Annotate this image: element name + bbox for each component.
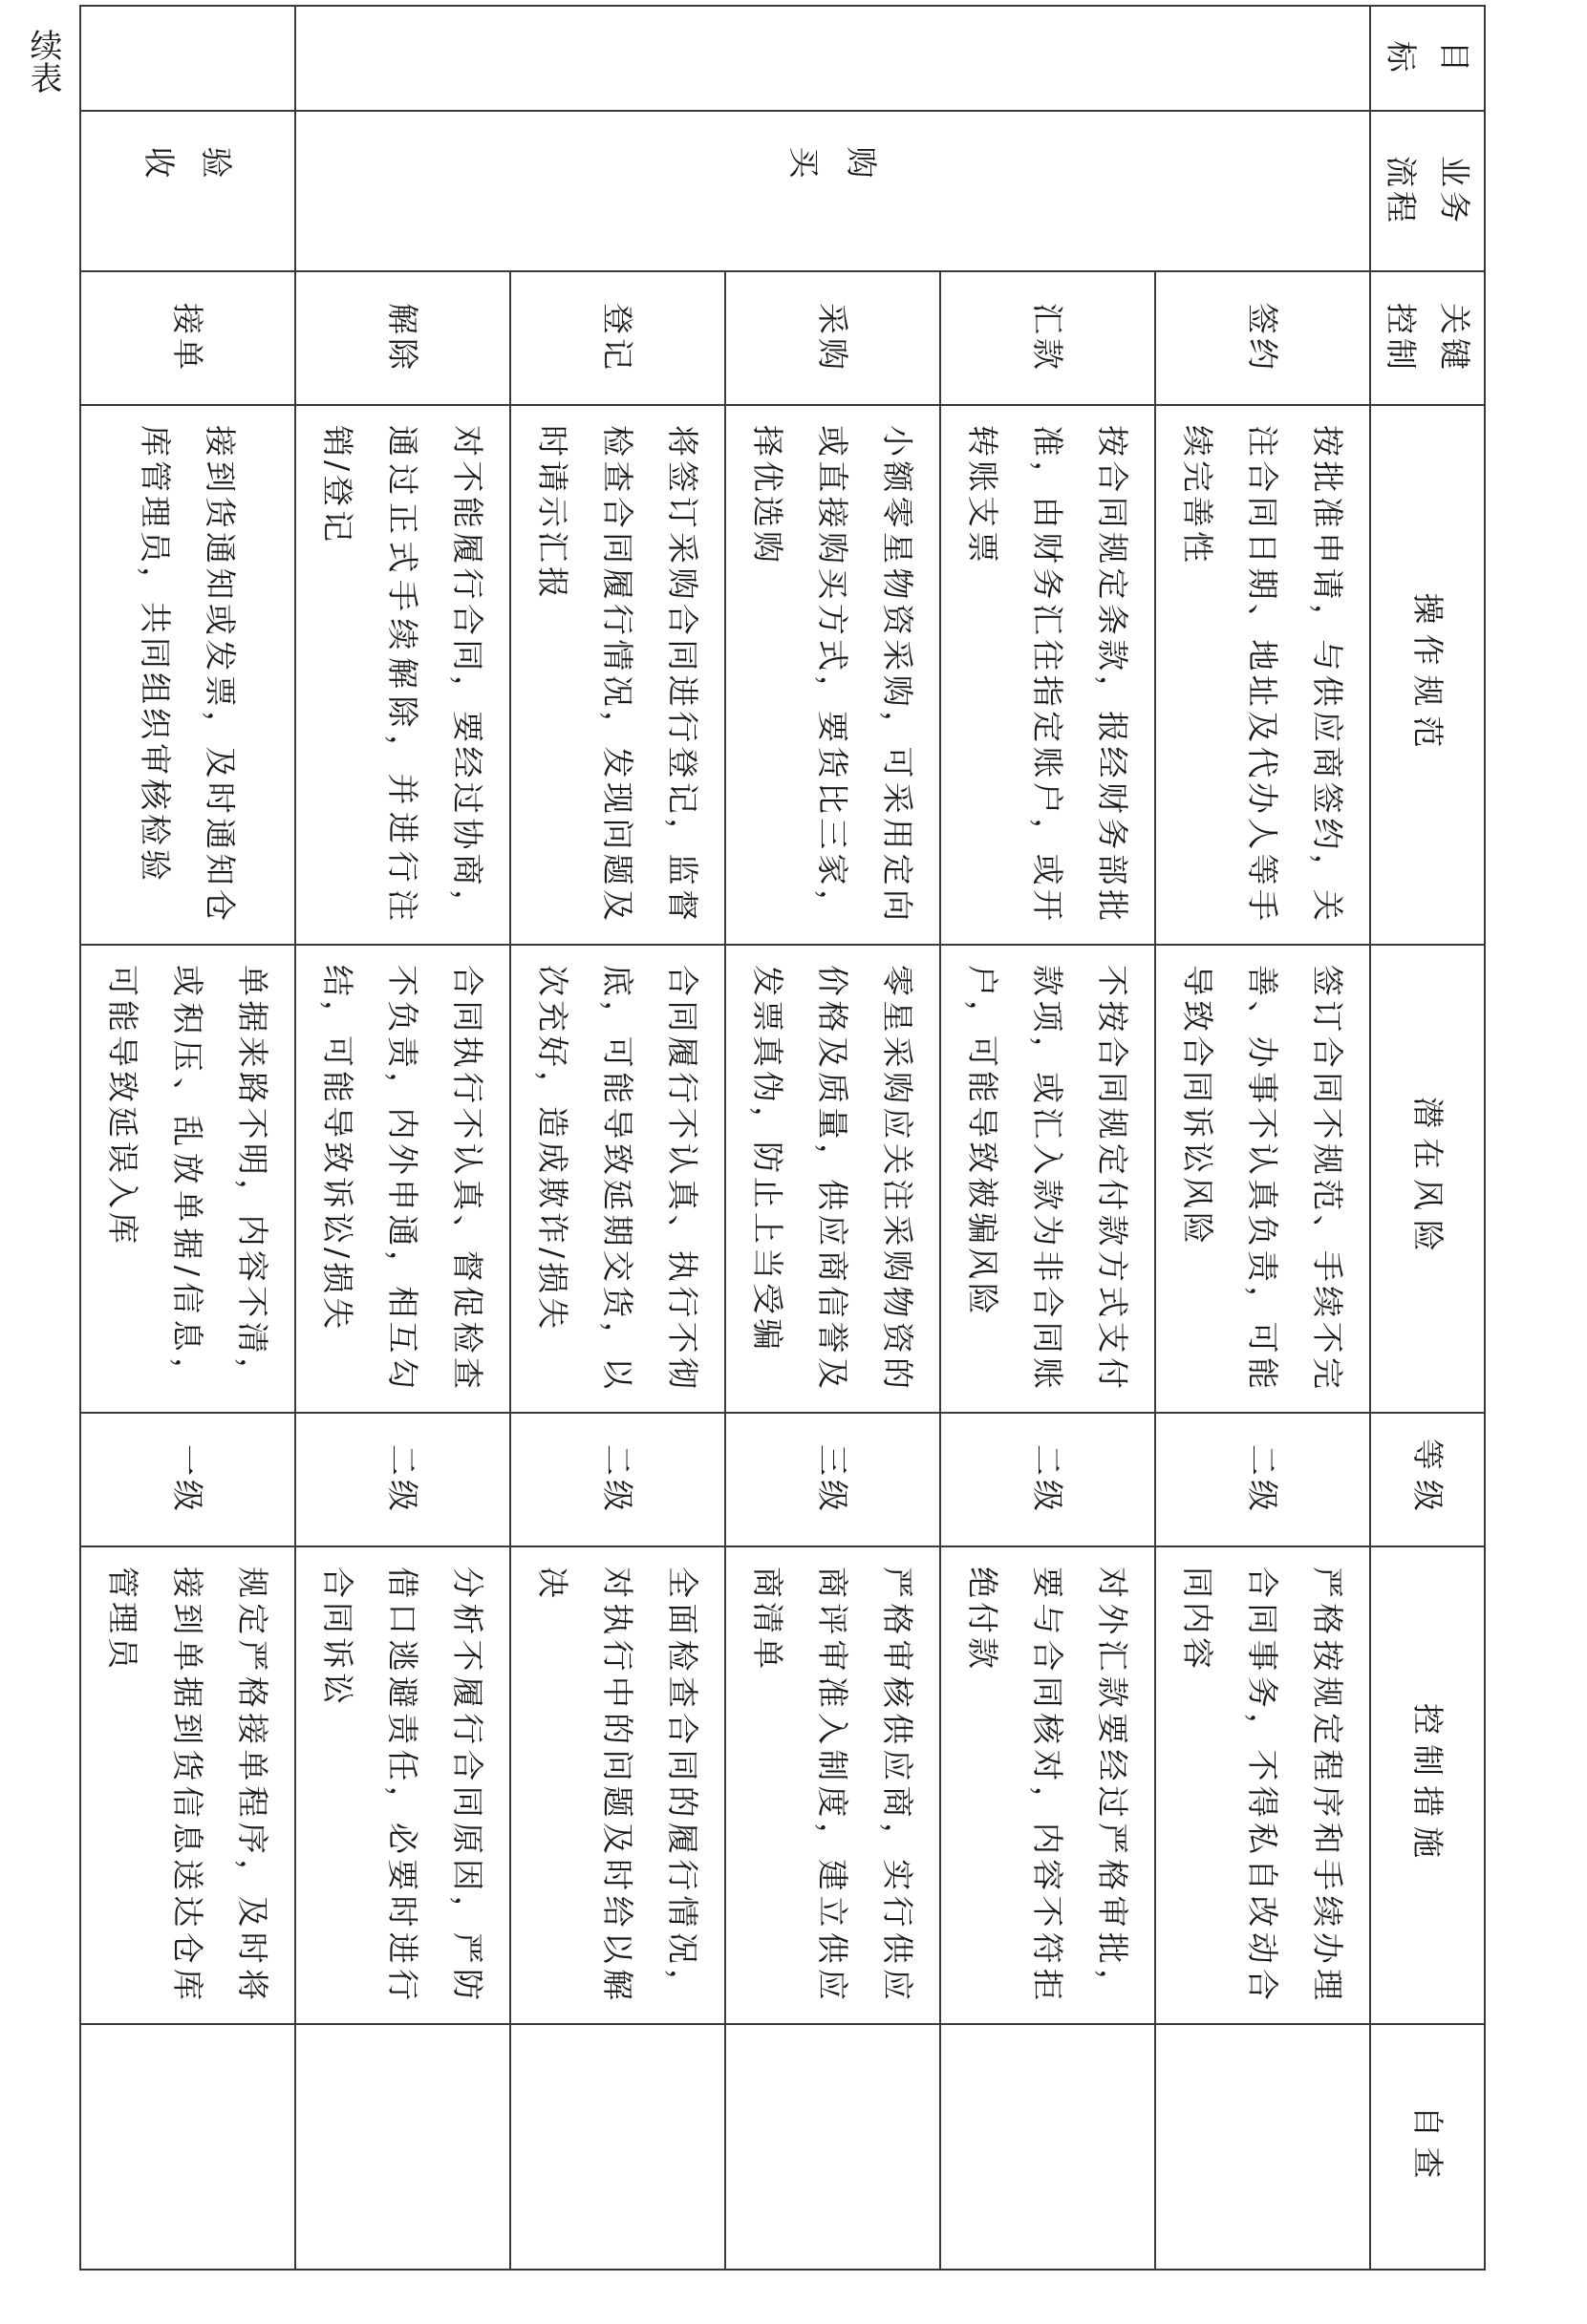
rotated-table-wrapper <box>81 5 1486 2269</box>
operation-cell: 将签订采购合同进行登记，监督检查合同履行情况，发现问题及时请示汇报 <box>510 405 725 945</box>
operation-cell: 接到货通知或发票，及时通知仓库管理员，共同组织审核检验 <box>80 405 295 945</box>
table-row <box>510 6 725 2270</box>
key-control-cell: 签约 <box>1155 271 1370 405</box>
level-cell: 二级 <box>295 1413 510 1546</box>
table-row <box>295 6 510 2270</box>
table-row <box>80 6 295 2270</box>
level-cell: 二级 <box>940 1413 1155 1546</box>
self-check-cell <box>510 2024 725 2270</box>
level-cell: 一级 <box>80 1413 295 1546</box>
header-goal: 目标 <box>1370 6 1485 111</box>
header-self-check: 自查 <box>1370 2024 1485 2270</box>
control-table <box>79 5 1486 2271</box>
level-cell: 二级 <box>510 1413 725 1546</box>
key-control-cell: 采购 <box>725 271 940 405</box>
table-header-row <box>1370 6 1485 2270</box>
header-level: 等级 <box>1370 1413 1485 1546</box>
goal-cell <box>80 6 295 111</box>
risk-cell: 合同执行不认真、督促检查不负责，内外申通，相互勾结，可能导致诉讼/损失 <box>295 945 510 1413</box>
key-control-cell: 解除 <box>295 271 510 405</box>
process-cell: 验收 <box>80 111 295 271</box>
self-check-cell <box>295 2024 510 2270</box>
header-risk: 潜在风险 <box>1370 945 1485 1413</box>
operation-cell: 按批准申请，与供应商签约，关注合同日期、地址及代办人等手续完善性 <box>1155 405 1370 945</box>
level-cell: 二级 <box>1155 1413 1370 1546</box>
page-continued-label: 续表 <box>24 29 62 94</box>
risk-cell: 单据来路不明，内容不清，或积压、乱放单据/信息，可能导致延误入库 <box>80 945 295 1413</box>
process-cell: 购买 <box>295 111 1370 271</box>
measure-cell: 规定严格接单程序，及时将接到单据到货信息送达仓库管理员 <box>80 1546 295 2024</box>
table-row <box>725 6 940 2270</box>
operation-cell: 按合同规定条款，报经财务部批准，由财务汇往指定账户，或开转账支票 <box>940 405 1155 945</box>
key-control-cell: 登记 <box>510 271 725 405</box>
table-row <box>1155 6 1370 2270</box>
measure-cell: 分析不履行合同原因，严防借口逃避责任，必要时进行合同诉讼 <box>295 1546 510 2024</box>
risk-cell: 签订合同不规范、手续不完善、办事不认真负责，可能导致合同诉讼风险 <box>1155 945 1370 1413</box>
measure-cell: 严格按规定程序和手续办理合同事务，不得私自改动合同内容 <box>1155 1546 1370 2024</box>
key-control-cell: 汇款 <box>940 271 1155 405</box>
header-process: 业务流程 <box>1370 111 1485 271</box>
self-check-cell <box>1155 2024 1370 2270</box>
key-control-cell: 接单 <box>80 271 295 405</box>
self-check-cell <box>80 2024 295 2270</box>
risk-cell: 零星采购应关注采购物资的价格及质量，供应商信誉及发票真伪，防止上当受骗 <box>725 945 940 1413</box>
self-check-cell <box>725 2024 940 2270</box>
table-row <box>940 6 1155 2270</box>
measure-cell: 对外汇款要经过严格审批，要与合同核对，内容不符拒绝付款 <box>940 1546 1155 2024</box>
level-cell: 三级 <box>725 1413 940 1546</box>
measure-cell: 全面检查合同的履行情况，对执行中的问题及时给以解决 <box>510 1546 725 2024</box>
risk-cell: 合同履行不认真、执行不彻底，可能导致延期交货，以次充好，造成欺诈/损失 <box>510 945 725 1413</box>
operation-cell: 对不能履行合同，要经过协商，通过正式手续解除，并进行注销/登记 <box>295 405 510 945</box>
measure-cell: 严格审核供应商，实行供应商评审准入制度，建立供应商清单 <box>725 1546 940 2024</box>
risk-cell: 不按合同规定付款方式支付款项，或汇入款为非合同账户，可能导致被骗风险 <box>940 945 1155 1413</box>
operation-cell: 小额零星物资采购，可采用定向或直接购买方式，要货比三家，择优选购 <box>725 405 940 945</box>
self-check-cell <box>940 2024 1155 2270</box>
header-key-control: 关键控制 <box>1370 271 1485 405</box>
header-operation: 操作规范 <box>1370 405 1485 945</box>
header-measure: 控制措施 <box>1370 1546 1485 2024</box>
goal-cell <box>295 6 1370 111</box>
